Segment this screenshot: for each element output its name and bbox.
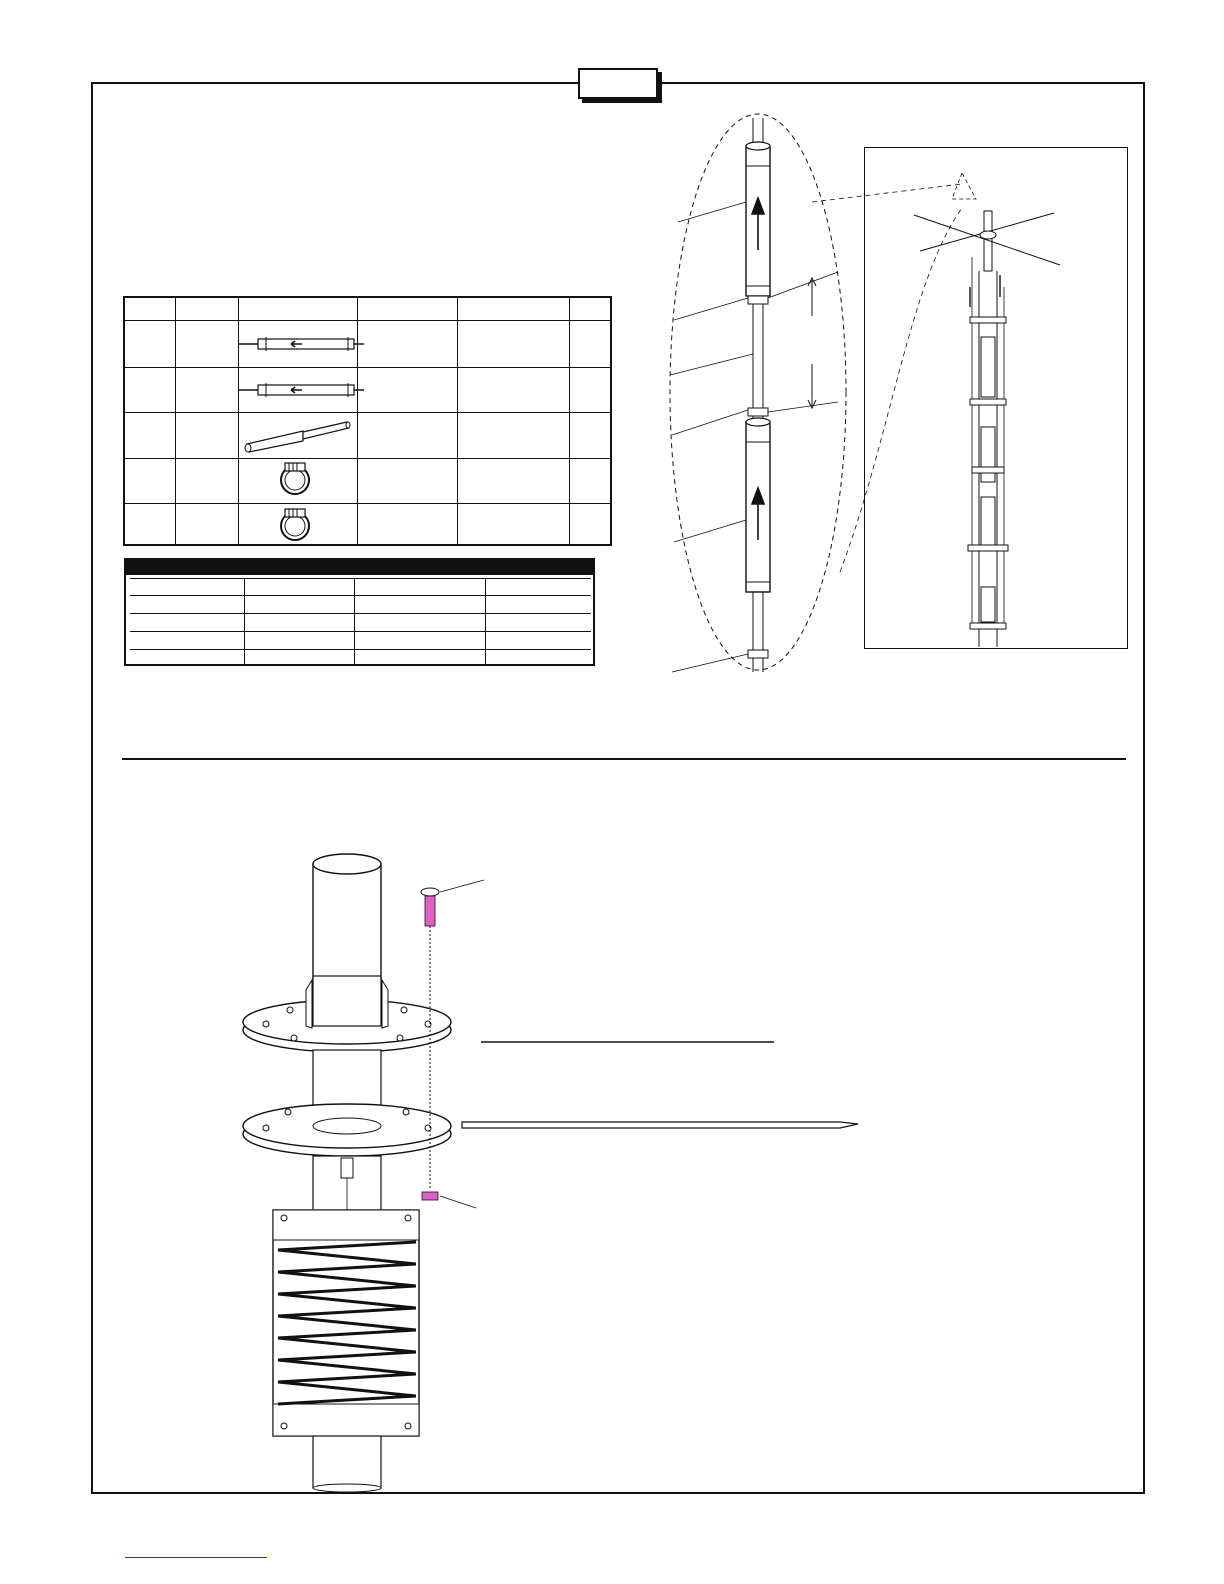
parts-row-divider — [125, 458, 610, 459]
footer-link[interactable] — [125, 1557, 267, 1558]
section-divider — [122, 758, 1126, 760]
spec-table-header — [126, 560, 593, 575]
spec-row-divider — [130, 595, 591, 596]
spec-col-divider — [354, 578, 355, 664]
spec-col-divider — [485, 578, 486, 664]
hose-clamp-icon — [277, 507, 313, 543]
tube-with-arrow-icon — [236, 334, 366, 354]
tapered-tube-icon — [243, 418, 353, 454]
antenna-base-mounting-assembly — [240, 850, 880, 1495]
spec-col-divider — [244, 578, 245, 664]
spec-row-divider — [130, 631, 591, 632]
hose-clamp-icon — [277, 461, 313, 497]
spec-row-divider — [130, 613, 591, 614]
parts-col-divider — [457, 298, 458, 544]
parts-table — [123, 296, 612, 546]
parts-row-divider — [125, 320, 610, 321]
tube-with-arrow-icon — [236, 380, 366, 400]
parts-row-divider — [125, 367, 610, 368]
parts-row-divider — [125, 412, 610, 413]
parts-col-divider — [569, 298, 570, 544]
step-tab — [578, 68, 658, 99]
spec-table — [124, 558, 595, 666]
parts-row-divider — [125, 503, 610, 504]
vertical-antenna-overview — [864, 147, 1128, 649]
spec-row-divider — [130, 578, 591, 579]
spec-row-divider — [130, 649, 591, 650]
parts-col-divider — [175, 298, 176, 544]
